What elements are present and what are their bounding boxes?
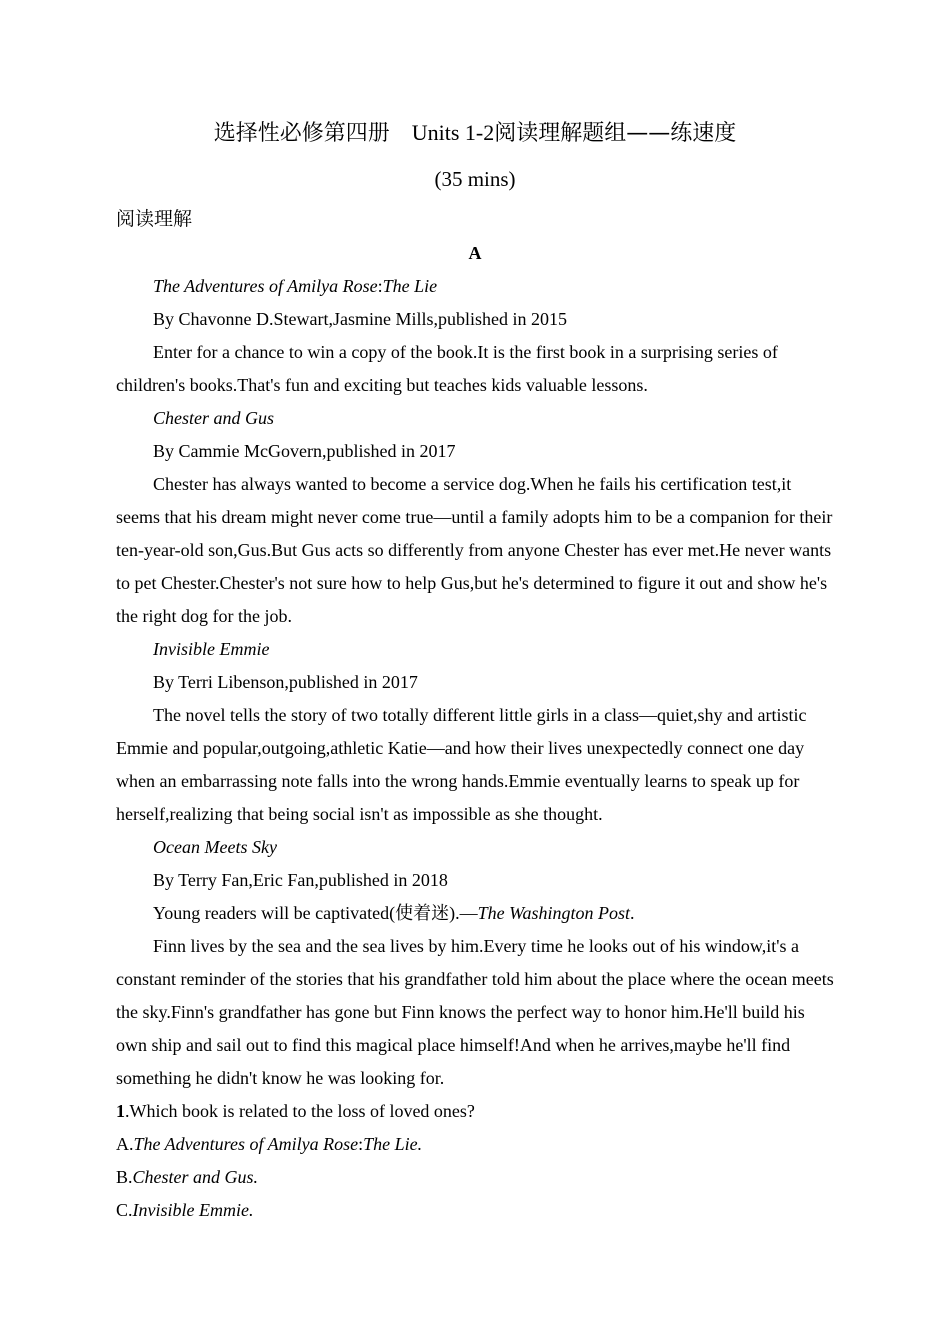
quote-source: The Washington Post [477, 903, 630, 923]
book-quote [116, 897, 834, 930]
page-title [0, 116, 950, 151]
option-letter: C. [116, 1200, 133, 1220]
book-title-part1: The Adventures of Amilya Rose [153, 276, 378, 296]
book-byline: By Cammie McGovern,published in 2017 [153, 441, 456, 461]
option-separator: : [358, 1134, 364, 1154]
question-stem [116, 1095, 834, 1128]
book-byline: By Terry Fan,Eric Fan,published in 2018 [153, 870, 448, 890]
book-description: Finn lives by the sea and the sea lives by him.Every time he looks out of his window,it's a constant reminder of the stories that his grandfather told him about the place where the ocean meets the sky.Finn's grandfather has gone but Finn knows the perfect way to honor him.He'll build his own ship and sail out to find this magical place himself!And when he arrives,maybe he'll find something he didn't know he was looking for. [116, 936, 834, 1088]
book-description: Enter for a chance to win a copy of the book.It is the first book in a surprising series of children's books.That's fun and exciting but teaches kids valuable lessons. [116, 342, 778, 395]
question-text: .Which book is related to the loss of loved ones? [125, 1101, 475, 1121]
option-letter: A. [116, 1134, 134, 1154]
option-c [116, 1194, 834, 1227]
book-title-separator: : [377, 276, 383, 296]
book-title [116, 270, 834, 303]
title-units: Units 1-2 [411, 120, 495, 145]
duration-subtitle: (35 mins) [434, 167, 516, 191]
title-cn-part1: 选择性必修第四册 [213, 121, 390, 146]
book-description: Chester has always wanted to become a service dog.When he fails his certification test,it seems that his dream might never come true—until a family adopts him to be a companion for their ten-year-old son,Gus.But Gus acts so differently from anyone Chester has ever met.He never wants to pet Chester.Chester's not sure how to help Gus,but he's determined to figure it out and show he's the right dog for the job. [116, 474, 833, 626]
option-text: Chester and Gus. [132, 1167, 259, 1187]
question-number: 1 [116, 1101, 125, 1121]
book-title-part2: The Lie [382, 276, 438, 296]
book-title: Invisible Emmie [153, 639, 270, 659]
passage-letter: A [468, 243, 482, 263]
section-heading: 阅读理解 [116, 208, 193, 230]
book-title: Ocean Meets Sky [153, 837, 277, 857]
passage-body [116, 237, 834, 1227]
book-description: The novel tells the story of two totally different little girls in a class—quiet,shy and artistic Emmie and popular,outgoing,athletic Katie—and how their lives unexpectedly connect one day when an embarrassing note falls into the wrong hands.Emmie eventually learns to speak up for herself,realizing that being social isn't as impossible as she thought. [116, 705, 807, 824]
title-cn-part2: 阅读理解题组——练速度 [494, 121, 737, 146]
option-b [116, 1161, 834, 1194]
option-a [116, 1128, 834, 1161]
book-byline: By Terri Libenson,published in 2017 [153, 672, 418, 692]
option-text-part2: The Lie. [363, 1134, 423, 1154]
option-text-part1: The Adventures of Amilya Rose [133, 1134, 359, 1154]
book-byline: By Chavonne D.Stewart,Jasmine Mills,published in 2015 [153, 309, 567, 329]
quote-end: . [629, 903, 635, 923]
quote-text: Young readers will be captivated(使着迷).— [153, 903, 478, 923]
option-letter: B. [116, 1167, 133, 1187]
option-text: Invisible Emmie. [132, 1200, 254, 1220]
book-title: Chester and Gus [153, 408, 274, 428]
